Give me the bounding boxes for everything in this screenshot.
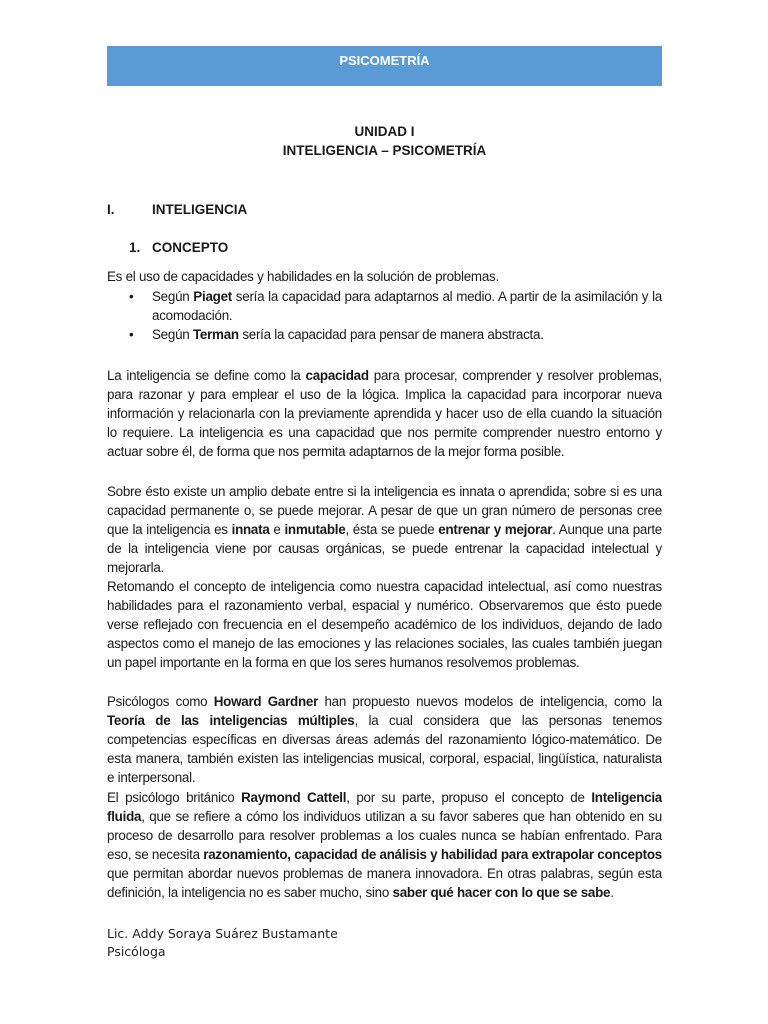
author-footer: [107, 925, 338, 961]
bullet-item-piaget: [107, 287, 662, 325]
bullet-prefix: Según: [152, 327, 193, 343]
paragraph-debate: Sobre ésto existe un amplio debate entre si la inteligencia es innata o aprendida; sobre si es una capacidad permanente o, se puede mejorar. A pesar de que un gran número de personas cree que la inteligencia es innata e inmutable, ésta se puede entrenar y mejorar. Aunque una parte de la inteligencia viene por causas orgánicas, se puede entrenar la capacidad intelectual y mejorarla.: [107, 484, 663, 576]
header-banner: [107, 46, 662, 86]
intro-paragraph: Es el uso de capacidades y habilidades en la solución de problemas.: [107, 269, 499, 284]
unit-line-2: INTELIGENCIA – PSICOMETRÍA: [282, 143, 487, 158]
paragraph-gardner: Psicólogos como Howard Gardner han propuesto nuevos modelos de inteligencia, como la Teoría de las inteligencias múltiples, la cual considera que las personas tenemos competencias específicas en diversas áreas además del razonamiento lógico-matemático. De esta manera, también existen las inteligencias musical, corporal, espacial, lingüística, naturalista e interpersonal.: [107, 694, 662, 786]
unit-heading: [107, 122, 662, 160]
bullet-prefix: Según: [152, 289, 194, 304]
section-title: INTELIGENCIA: [152, 202, 248, 217]
subsection-number: 1.: [129, 240, 141, 255]
bullet-bold: Piaget: [193, 289, 232, 304]
bullet-item-terman: [107, 325, 662, 344]
bullet-list: [107, 287, 662, 344]
author-role: Psicóloga: [107, 944, 166, 959]
subsection-title: CONCEPTO: [152, 240, 229, 255]
paragraph-intellectual-capacity: Retomando el concepto de inteligencia como nuestra capacidad intelectual, así como nuestras habilidades para el razonamiento verbal, espacial y numérico. Observaremos que ésto puede verse reflejado con frecuencia en el desempeño académico de los individuos, dejando de lado aspectos como el manejo de las emociones y las relaciones sociales, las cuales también juegan un papel importante en la forma en que los seres humanos resolvemos problemas.: [107, 579, 662, 671]
section-number: I.: [107, 202, 115, 217]
bullet-icon: •: [129, 289, 134, 304]
paragraph-definition: La inteligencia se define como la capacidad para procesar, comprender y resolver problemas, para razonar y para emplear el uso de la lógica. Implica la capacidad para incorporar nueva información y relacionarla con la previamente aprendida y hacer uso de ella cuando la situación lo requiere. La inteligencia es una capacidad que nos permite comprender nuestro entorno y actuar sobre él, de forma que nos permita adaptarnos de la mejor forma posible.: [107, 368, 663, 460]
bullet-bold: Terman: [192, 327, 239, 343]
unit-line-1: UNIDAD I: [354, 124, 415, 139]
bullet-text: sería la capacidad para adaptarnos al medio. A partir de la asimilación y la acomodación.: [152, 289, 662, 324]
header-title: PSICOMETRÍA: [339, 53, 430, 68]
bullet-icon: •: [129, 327, 134, 343]
author-name: Lic. Addy Soraya Suárez Bustamante: [107, 926, 338, 941]
bullet-text: sería la capacidad para pensar de manera abstracta.: [238, 327, 544, 343]
paragraph-cattell: El psicólogo británico Raymond Cattell, por su parte, propuso el concepto de Inteligencia fluida, que se refiere a cómo los individuos utilizan a su favor saberes que han obtenido en su proceso de desarrollo para resolver problemas a los cuales nunca se habían enfrentado. Para eso, se necesita razonamiento, capacidad de análisis y habilidad para extrapolar conceptos que permitan abordar nuevos problemas de manera innovadora. En otras palabras, según esta definición, la inteligencia no es saber mucho, sino saber qué hacer con lo que se sabe.: [107, 790, 663, 901]
